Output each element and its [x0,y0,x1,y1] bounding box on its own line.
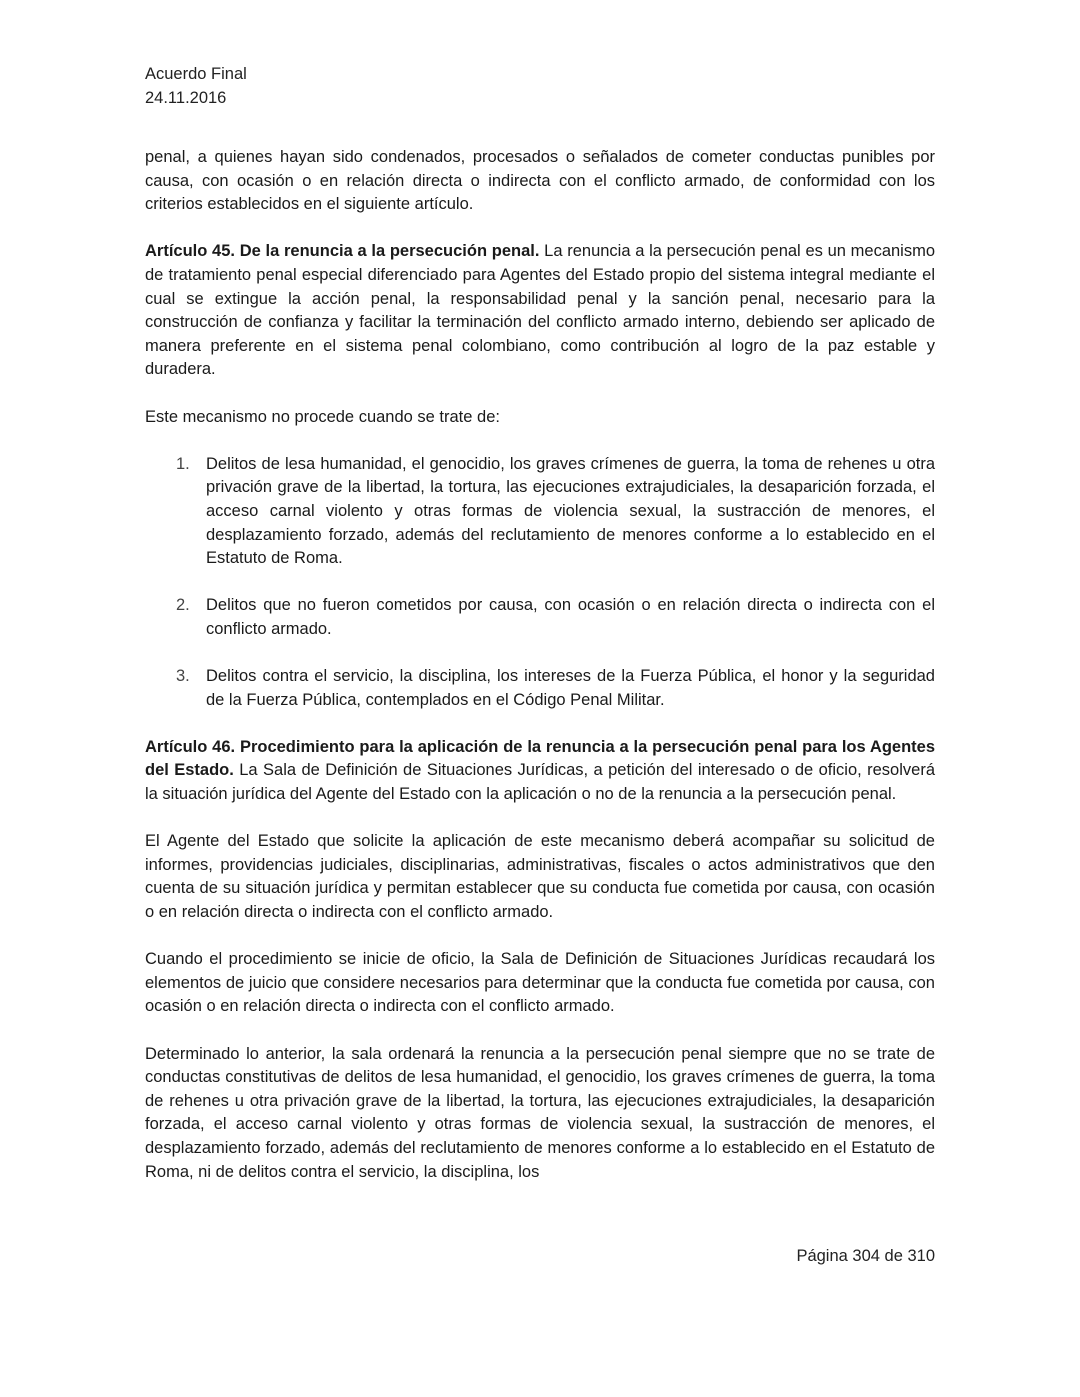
header-title: Acuerdo Final [145,65,247,83]
list-item [145,453,935,571]
list-item-number: 2. [176,596,190,615]
list-item [145,594,935,641]
list-item-number: 3. [176,667,190,686]
document-body [145,146,935,1208]
article-45-text: La renuncia a la persecución penal es un mecanismo de tratamiento penal especial diferenciado para Agentes del Estado propio del sistema integral mediante el cual se extingue la acción penal, la responsabilidad penal y la sanción penal, necesario para la construcción de confianza y facilitar la terminación del conflicto armado interno, debiendo ser aplicado de manera preferente en el sistema penal colombiano, como contribución al logro de la paz estable y duradera. [145,242,936,379]
agent-paragraph: El Agente del Estado que solicite la aplicación de este mecanismo deberá acompañar su solicitud de informes, providencias judiciales, disciplinarias, administrativas, fiscales o actos administrativos que den cuenta de su situación jurídica y permitan establecer que su conducta fue cometida por causa, con ocasión o en relación directa o indirecta con el conflicto armado. [145,832,935,921]
exceptions-list [145,453,935,713]
list-item-text: Delitos que no fueron cometidos por causa, con ocasión o en relación directa o indirecta con el conflicto armado. [206,596,935,638]
article-45-paragraph [145,240,935,382]
determinado-paragraph: Determinado lo anterior, la sala ordenará la renuncia a la persecución penal siempre que no se trate de conductas constitutivas de delitos de lesa humanidad, el genocidio, los graves crímenes de guerra, la toma de rehenes u otra privación grave de la libertad, la tortura, las ejecuciones extrajudiciales, la desaparición forzada, el acceso carnal violento y otras formas de violencia sexual, la sustracción de menores, el desplazamiento forzado, además del reclutamiento de menores conforme a lo establecido en el Estatuto de Roma, ni de delitos contra el servicio, la disciplina, los [145,1044,935,1181]
oficio-paragraph: Cuando el procedimiento se inicie de oficio, la Sala de Definición de Situaciones Jurídicas recaudará los elementos de juicio que considere necesarios para determinar que la conducta fue cometida por causa, con ocasión o en relación directa o indirecta con el conflicto armado. [145,950,935,1016]
article-45-heading: Artículo 45. De la renuncia a la persecución penal. [145,242,540,261]
article-46-paragraph [145,736,935,807]
article-46-heading: Artículo 46. Procedimiento para la aplicación de la renuncia a la persecución penal para los Agentes del Estado. [145,737,935,780]
page-header [145,62,935,110]
list-item-number: 1. [176,454,190,473]
article-46-text: La Sala de Definición de Situaciones Jurídicas, a petición del interesado o de oficio, resolverá la situación jurídica del Agente del Estado con la aplicación o no de la renuncia a la persecución penal. [145,761,935,804]
list-item [145,665,935,712]
list-item-text: Delitos de lesa humanidad, el genocidio, los graves crímenes de guerra, la toma de rehenes u otra privación grave de la libertad, la tortura, las ejecuciones extrajudiciales, la desaparición forzada, el acceso carnal violento y otras formas de violencia sexual, la sustracción de menores, el desplazamiento forzado, además del reclutamiento de menores conforme a lo establecido en el Estatuto de Roma. [206,454,935,568]
list-item-text: Delitos contra el servicio, la disciplina, los intereses de la Fuerza Pública, el honor y la seguridad de la Fuerza Pública, contemplados en el Código Penal Militar. [206,667,935,709]
header-date: 24.11.2016 [145,89,227,107]
page-number: Página 304 de 310 [796,1247,935,1265]
exceptions-intro: Este mecanismo no procede cuando se trate de: [145,407,500,426]
intro-paragraph: penal, a quienes hayan sido condenados, procesados o señalados de cometer conductas punibles por causa, con ocasión o en relación directa o indirecta con el conflicto armado, de conformidad con los criterios establecidos en el siguiente artículo. [145,148,935,214]
document-page [145,62,935,1382]
